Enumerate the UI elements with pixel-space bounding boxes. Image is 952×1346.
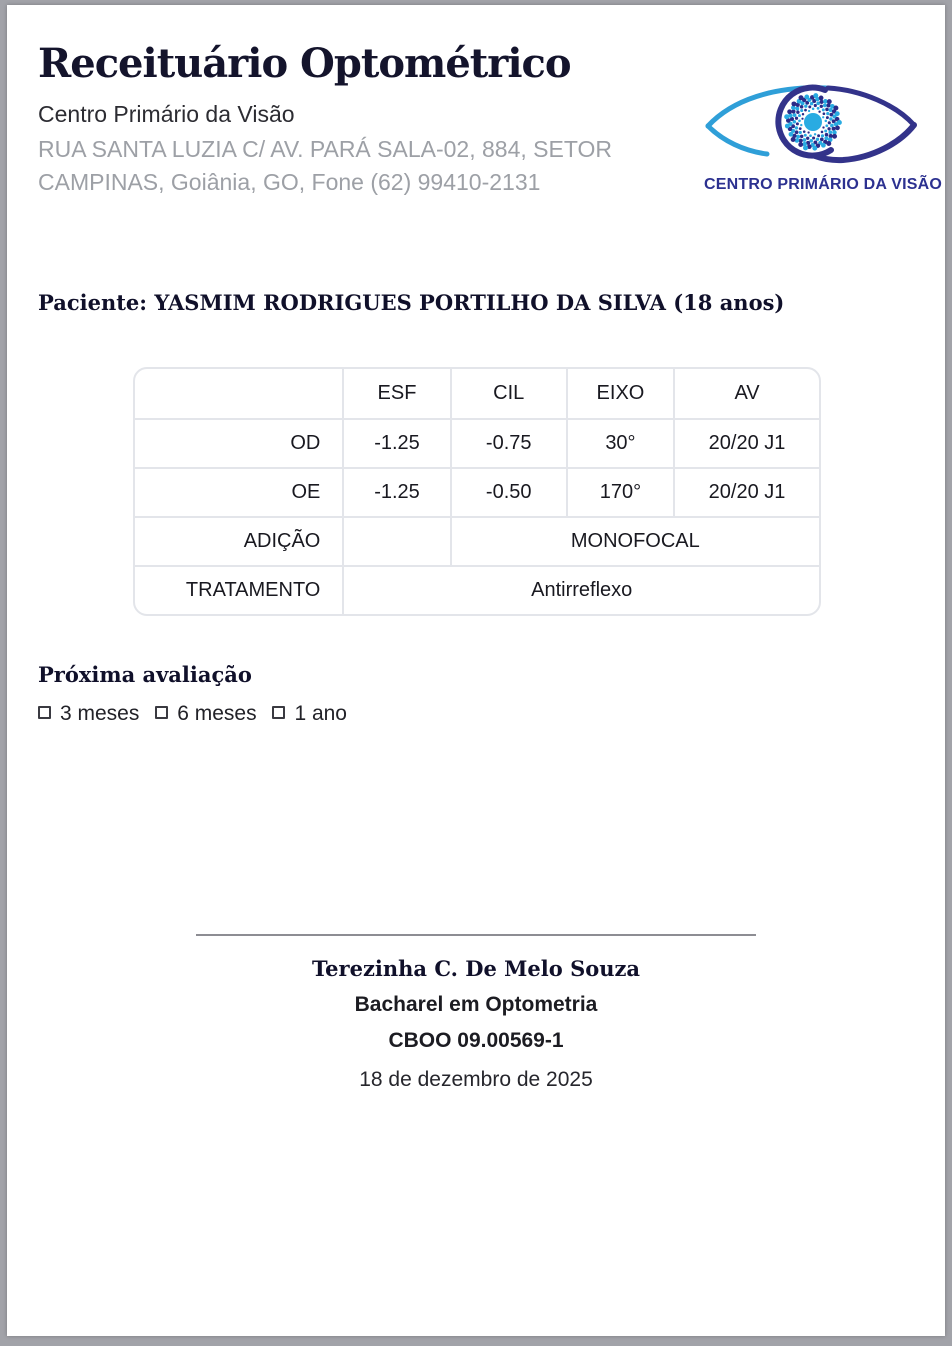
eye-logo-icon: [704, 81, 926, 173]
checkbox-3-meses[interactable]: [38, 706, 51, 719]
checkbox-1-ano-label: 1 ano: [294, 702, 347, 725]
header: [38, 41, 638, 199]
oe-av-value: 20/20 J1: [673, 467, 819, 516]
prescription-page: [7, 5, 945, 1336]
checkbox-6-meses[interactable]: [155, 706, 168, 719]
row-label-adicao: ADIÇÃO: [135, 516, 342, 565]
clinic-logo-caption: CENTRO PRIMÁRIO DA VISÃO: [704, 176, 942, 193]
signature-line: [196, 934, 756, 936]
next-evaluation-section: [38, 662, 357, 726]
signer-license: CBOO 09.00569-1: [388, 1029, 564, 1052]
od-av-value: 20/20 J1: [673, 418, 819, 467]
od-eixo-value: 30°: [566, 418, 673, 467]
patient-line: Paciente: YASMIM RODRIGUES PORTILHO DA SILVA (18 anos): [38, 290, 785, 315]
col-header-av: AV: [673, 369, 819, 418]
prescription-date: 18 de dezembro de 2025: [359, 1068, 593, 1091]
next-evaluation-heading: Próxima avaliação: [38, 662, 252, 687]
od-esf-value: -1.25: [342, 418, 449, 467]
table-row-oe: [135, 467, 819, 516]
prescription-table: [133, 367, 821, 616]
page-title: Receituário Optométrico: [38, 40, 571, 87]
oe-eixo-value: 170°: [566, 467, 673, 516]
signature-block: [7, 923, 945, 1092]
signer-degree: Bacharel em Optometria: [354, 993, 598, 1016]
tratamento-value: Antirreflexo: [342, 565, 819, 614]
table-row-od: [135, 418, 819, 467]
table-corner-cell: [135, 369, 342, 418]
oe-esf-value: -1.25: [342, 467, 449, 516]
col-header-eixo: EIXO: [566, 369, 673, 418]
signer-name: Terezinha C. De Melo Souza: [311, 956, 641, 981]
clinic-address-line2: CAMPINAS, Goiânia, GO, Fone (62) 99410-2131: [38, 169, 541, 195]
row-label-od: OD: [135, 418, 342, 467]
table-header-row: [135, 369, 819, 418]
clinic-logo: [704, 81, 942, 194]
next-evaluation-options: [38, 702, 357, 726]
col-header-esf: ESF: [342, 369, 449, 418]
clinic-address: [38, 133, 638, 199]
checkbox-3-meses-label: 3 meses: [60, 702, 140, 725]
table-row-adicao: [135, 516, 819, 565]
adicao-esf-cell: [342, 516, 449, 565]
row-label-oe: OE: [135, 467, 342, 516]
checkbox-6-meses-label: 6 meses: [177, 702, 257, 725]
table-row-tratamento: [135, 565, 819, 614]
col-header-cil: CIL: [450, 369, 566, 418]
clinic-name: Centro Primário da Visão: [38, 101, 295, 127]
clinic-address-line1: RUA SANTA LUZIA C/ AV. PARÁ SALA-02, 884, SETOR: [38, 136, 612, 162]
option-6-meses: [155, 702, 256, 725]
od-cil-value: -0.75: [450, 418, 566, 467]
oe-cil-value: -0.50: [450, 467, 566, 516]
adicao-value: MONOFOCAL: [450, 516, 819, 565]
checkbox-1-ano[interactable]: [272, 706, 285, 719]
option-1-ano: [272, 702, 347, 725]
option-3-meses: [38, 702, 139, 725]
row-label-tratamento: TRATAMENTO: [135, 565, 342, 614]
